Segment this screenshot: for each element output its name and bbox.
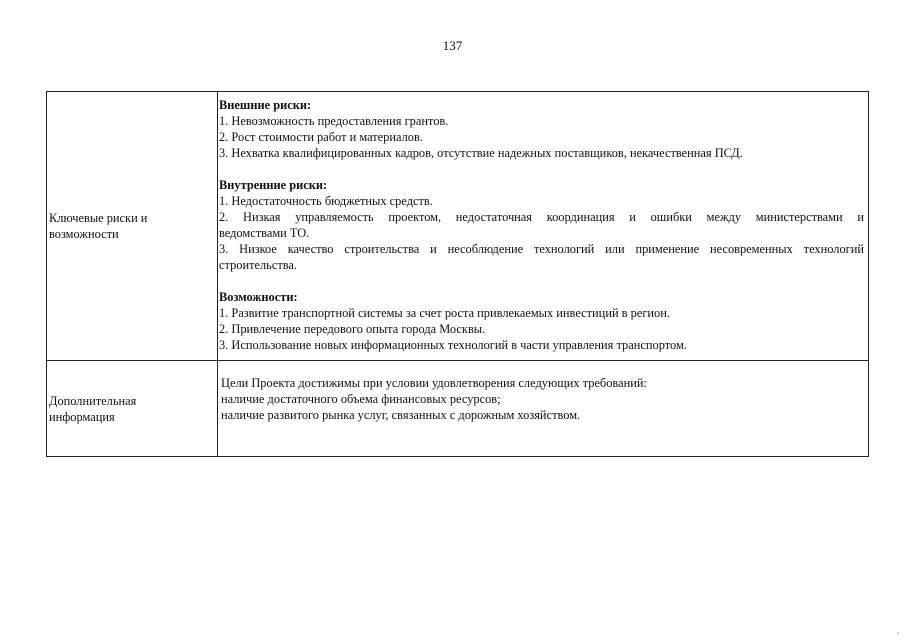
opportunity-item: 2. Привлечение передового опыта города Москвы. — [219, 322, 486, 336]
internal-risks-heading: Внутренние риски: — [219, 178, 328, 192]
internal-risk-item: 2. Низкая управляемость проектом, недостаточная координация и ошибки между министерствами и — [219, 210, 864, 224]
internal-risk-item-continuation: строительства. — [219, 258, 298, 272]
internal-risk-item: 3. Низкое качество строительства и несоблюдение технологий или применение несовременных технологий — [219, 242, 864, 256]
info-line: наличие достаточного объема финансовых ресурсов; — [221, 392, 501, 406]
page-number: 137 — [442, 38, 463, 53]
info-line: Цели Проекта достижимы при условии удовлетворения следующих требований: — [221, 376, 647, 390]
project-passport-table — [46, 91, 869, 457]
info-line: наличие развитого рынка услуг, связанных с дорожным хозяйством. — [221, 408, 581, 422]
risks-label-cell — [47, 92, 218, 361]
risks-label-line1: Ключевые риски и — [49, 211, 148, 225]
risks-content-cell — [218, 92, 869, 361]
external-risk-item: 1. Невозможность предоставления грантов. — [219, 114, 449, 128]
internal-risk-item: 1. Недостаточность бюджетных средств. — [219, 194, 433, 208]
spacer — [219, 273, 864, 289]
info-label-cell — [47, 361, 218, 457]
spacer — [219, 161, 864, 177]
risks-label-line2: возможности — [49, 227, 119, 241]
table-row-info — [47, 361, 869, 457]
internal-risk-item-continuation: ведомствами ТО. — [219, 226, 310, 240]
info-label-line1: Дополнительная — [49, 393, 137, 408]
opportunities-heading: Возможности: — [219, 290, 298, 304]
info-label-line2: информация — [49, 409, 115, 424]
opportunity-item: 3. Использование новых информационных технологий в части управления транспортом. — [219, 338, 687, 352]
external-risk-item: 2. Рост стоимости работ и материалов. — [219, 130, 423, 144]
opportunity-item: 1. Развитие транспортной системы за счет роста привлекаемых инвестиций в регион. — [219, 306, 670, 320]
scan-speck — [897, 632, 899, 634]
external-risks-heading: Внешние риски: — [219, 98, 312, 112]
info-content-cell — [218, 361, 869, 457]
external-risk-item: 3. Нехватка квалифицированных кадров, отсутствие надежных поставщиков, некачественная ПСД. — [219, 146, 743, 160]
table-row-risks — [47, 92, 869, 361]
